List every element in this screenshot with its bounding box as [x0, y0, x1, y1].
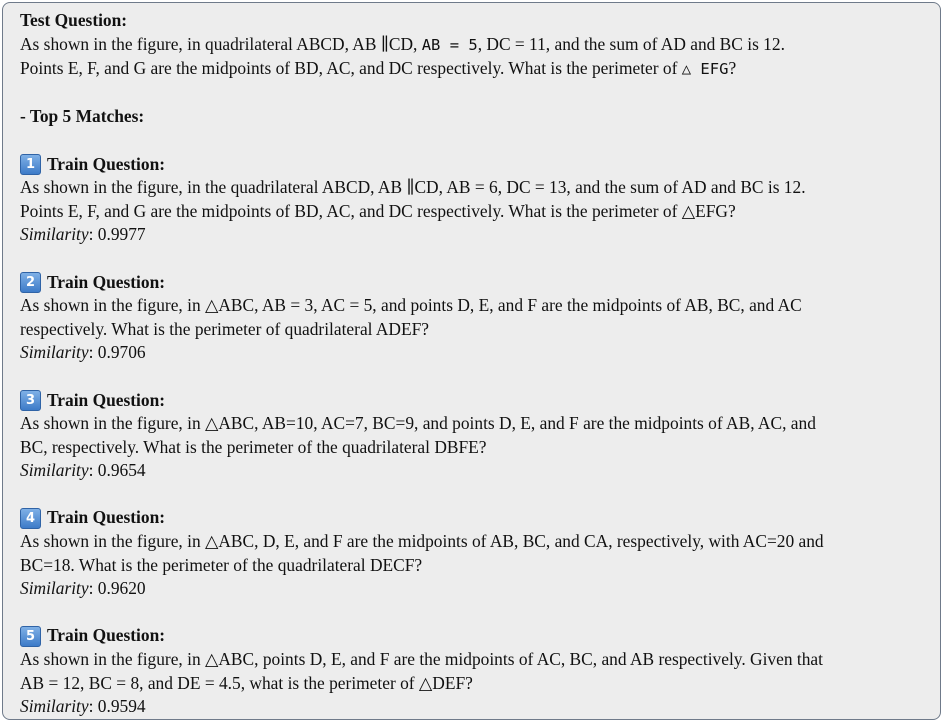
number-badge-icon: 1: [20, 154, 41, 175]
similarity-value: : 0.9594: [88, 696, 146, 717]
match-heading: [20, 153, 930, 177]
match-question-line: respectively. What is the perimeter of quadrilateral ADEF?: [20, 318, 430, 339]
similarity-value: : 0.9977: [88, 224, 146, 245]
match-similarity: [20, 223, 930, 247]
similarity-label: Similarity: [20, 696, 89, 717]
test-question-heading: Test Question:: [20, 10, 128, 30]
match-heading-text: Train Question:: [47, 507, 166, 528]
test-question-line-2: [20, 57, 930, 82]
similarity-label: Similarity: [20, 342, 89, 363]
match-item: [20, 506, 930, 600]
match-similarity: [20, 459, 930, 483]
similarity-label: Similarity: [20, 578, 89, 599]
match-question-line: AB = 12, BC = 8, and DE = 4.5, what is the perimeter of △DEF?: [20, 672, 473, 693]
match-heading-text: Train Question:: [47, 389, 166, 410]
similarity-label: Similarity: [20, 224, 89, 245]
matches-heading: - Top 5 Matches:: [20, 106, 145, 127]
match-question-line: As shown in the figure, in △ABC, AB = 3, AC = 5, and points D, E, and F are the midpoints of AB, BC, and AC: [20, 295, 802, 316]
match-question-line: As shown in the figure, in △ABC, D, E, and F are the midpoints of AB, BC, and CA, respectively, with AC=20 and: [20, 531, 824, 552]
match-question-line: BC=18. What is the perimeter of the quadrilateral DECF?: [20, 554, 423, 575]
match-heading-text: Train Question:: [47, 625, 166, 646]
match-heading: [20, 389, 930, 413]
test-question-text: As shown in the figure, in quadrilateral ABCD, AB ∥CD,: [20, 33, 422, 54]
test-question-formula: △ EFG: [681, 60, 729, 79]
similarity-value: : 0.9706: [88, 342, 146, 363]
match-heading: [20, 271, 930, 295]
number-badge-icon: 4: [20, 508, 41, 529]
match-question-line: As shown in the figure, in the quadrilateral ABCD, AB ∥CD, AB = 6, DC = 13, and the sum of AD and BC is 12.: [20, 177, 806, 198]
similarity-label: Similarity: [20, 460, 89, 481]
match-similarity: [20, 341, 930, 365]
match-similarity: [20, 577, 930, 601]
test-question-text: , DC = 11, and the sum of AD and BC is 12.: [477, 33, 785, 54]
match-question-line: As shown in the figure, in △ABC, points D, E, and F are the midpoints of AC, BC, and AB respectively. Given that: [20, 649, 823, 670]
match-item: [20, 389, 930, 483]
test-question-text: Points E, F, and G are the midpoints of BD, AC, and DC respectively. What is the perimeter of: [20, 58, 682, 79]
match-heading-text: Train Question:: [47, 153, 166, 174]
match-question-line: As shown in the figure, in △ABC, AB=10, AC=7, BC=9, and points D, E, and F are the midpoints of AB, AC, and: [20, 413, 816, 434]
match-heading: [20, 624, 930, 648]
match-question-line: BC, respectively. What is the perimeter of the quadrilateral DBFE?: [20, 436, 487, 457]
match-heading-text: Train Question:: [47, 271, 166, 292]
similarity-value: : 0.9620: [88, 578, 146, 599]
test-question-line-1: [20, 33, 930, 58]
match-item: [20, 153, 930, 247]
test-question-formula: AB = 5: [421, 35, 478, 54]
similarity-value: : 0.9654: [88, 460, 146, 481]
number-badge-icon: 2: [20, 272, 41, 293]
number-badge-icon: 5: [20, 626, 41, 647]
match-item: [20, 624, 930, 718]
number-badge-icon: 3: [20, 390, 41, 411]
match-item: [20, 271, 930, 365]
match-similarity: [20, 695, 930, 719]
match-heading: [20, 506, 930, 530]
results-panel: [2, 2, 941, 720]
match-question-line: Points E, F, and G are the midpoints of BD, AC, and DC respectively. What is the perimeter of △EFG?: [20, 200, 736, 221]
test-question-text: ?: [728, 58, 737, 79]
